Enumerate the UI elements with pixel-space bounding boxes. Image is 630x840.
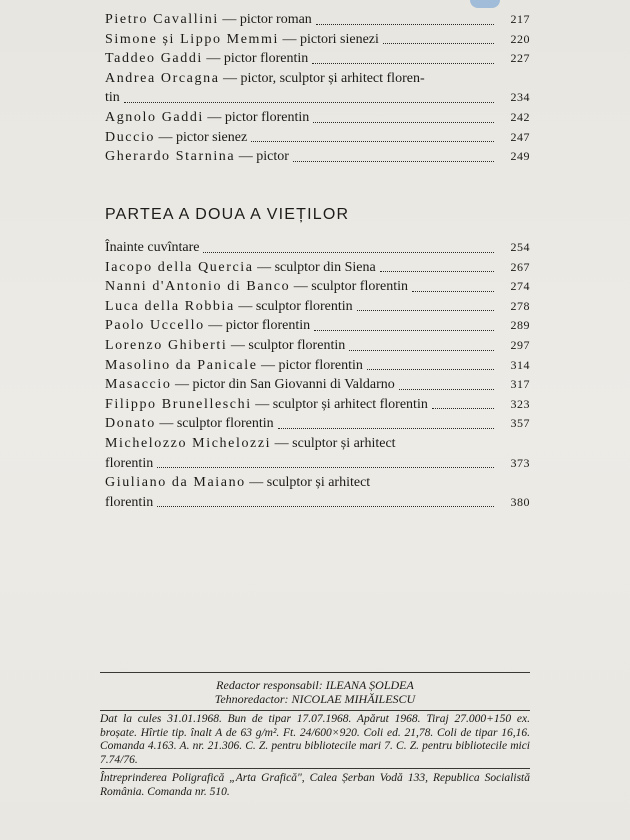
- toc-entry: Iacopo della Quercia — sculptor din Siena 267: [105, 258, 530, 278]
- dot-leader: [278, 426, 494, 429]
- toc-entry: Donato — sculptor florentin 357: [105, 414, 530, 434]
- entry-page-number: 242: [510, 109, 530, 124]
- entry-description: pictor roman: [239, 12, 312, 27]
- entry-page-number: 380: [510, 494, 530, 509]
- entry-description: pictor florentin: [224, 109, 310, 125]
- entry-name: Gherardo Starnina: [105, 149, 236, 165]
- section-title: PARTEA A DOUA A VIEȚILOR: [105, 206, 350, 223]
- dot-leader: [251, 139, 494, 142]
- entry-description: sculptor și arhitect: [292, 435, 396, 451]
- toc-entry: Michelozzo Michelozzi — sculptor și arhitect: [105, 435, 396, 451]
- dot-leader: [357, 308, 494, 311]
- entry-name: Simone și Lippo Memmi: [105, 31, 279, 47]
- toc-entry: Duccio — pictor sienez 247: [105, 128, 530, 148]
- editor-credit: Redactor responsabil: ILEANA ȘOLDEA: [216, 678, 414, 692]
- entry-page-number: 249: [510, 149, 530, 164]
- toc-entry: Filippo Brunelleschi — sculptor și arhitect florentin 323: [105, 395, 530, 415]
- entry-page-number: 357: [510, 416, 530, 431]
- toc-entry: Lorenzo Ghiberti — sculptor florentin 297: [105, 336, 530, 356]
- entry-description: Înainte cuvîntare: [105, 240, 200, 255]
- toc-entry: [105, 454, 530, 474]
- dot-leader: [349, 348, 494, 351]
- entry-name: Taddeo Gaddi: [105, 51, 203, 67]
- dot-leader: [203, 250, 494, 253]
- entry-name: Duccio: [105, 129, 156, 145]
- dot-leader: [380, 269, 494, 272]
- entry-name: Andrea Orcagna: [105, 70, 220, 86]
- toc-entry: Nanni d'Antonio di Banco — sculptor florentin 274: [105, 277, 530, 297]
- entry-name: Agnolo Gaddi: [105, 109, 204, 125]
- rule-bottom: [100, 768, 530, 769]
- entry-description: florentin: [105, 455, 154, 471]
- entry-page-number: 278: [510, 298, 530, 313]
- entry-name: Pietro Cavallini: [105, 12, 219, 27]
- rule-top: [100, 672, 530, 673]
- toc-entry: [105, 88, 530, 108]
- toc-entry: Andrea Orcagna — pictor, sculptor și arhitect floren-: [105, 70, 425, 86]
- entry-name: Donato: [105, 416, 156, 432]
- entry-name: Iacopo della Quercia: [105, 259, 254, 275]
- entry-description: sculptor florentin: [176, 416, 274, 432]
- entry-page-number: 317: [510, 377, 530, 392]
- entry-description: pictor florentin: [225, 318, 311, 334]
- entry-page-number: 314: [510, 357, 530, 372]
- dot-leader: [383, 41, 494, 44]
- entry-page-number: 323: [510, 396, 530, 411]
- entry-name: Nanni d'Antonio di Banco: [105, 279, 291, 295]
- entry-page-number: 227: [510, 51, 530, 66]
- dot-leader: [314, 328, 494, 331]
- dot-leader: [316, 22, 494, 25]
- entry-description: florentin: [105, 494, 154, 510]
- entry-page-number: 234: [510, 90, 530, 105]
- print-data: Dat la cules 31.01.1968. Bun de tipar 17.07.1968. Apărut 1968. Tiraj 27.000+150 ex. broșate. Hîrtie tip. înalt A de 63 g/m². Ft. 24/600×920. Coli ed. 21,78. Coli de tipar 16,16. Comanda 4.163. A. nr. 21.306. C. Z. pentru bibliotecile mari 7. C. Z. pentru bibliotecile mici 7.74/76.: [100, 713, 530, 766]
- entry-page-number: 297: [510, 337, 530, 352]
- entry-name: Filippo Brunelleschi: [105, 396, 252, 412]
- toc-entry: Pietro Cavallini — pictor roman 217: [105, 10, 530, 30]
- dot-leader: [157, 465, 494, 468]
- toc-entry: Simone și Lippo Memmi — pictori sienezi 220: [105, 30, 530, 50]
- entry-name: Luca della Robbia: [105, 298, 235, 314]
- entry-description: pictor din San Giovanni di Valdarno: [192, 377, 395, 393]
- entry-description: tin: [105, 90, 120, 106]
- dot-leader: [432, 406, 494, 409]
- toc-entry: Luca della Robbia — sculptor florentin 278: [105, 297, 530, 317]
- rule-middle: [100, 710, 530, 711]
- dot-leader: [157, 504, 494, 507]
- imprint-credits: [100, 678, 530, 706]
- dot-leader: [124, 100, 494, 103]
- dot-leader: [313, 120, 494, 123]
- entry-description: sculptor florentin: [311, 279, 408, 295]
- entry-page-number: 217: [510, 12, 530, 26]
- entry-name: Giuliano da Maiano: [105, 475, 246, 491]
- entry-page-number: 274: [510, 279, 530, 294]
- entry-description: pictor sienez: [176, 129, 248, 145]
- entry-page-number: 247: [510, 129, 530, 144]
- dot-leader: [399, 387, 494, 390]
- entry-name: Masaccio: [105, 377, 172, 393]
- entry-description: pictor: [256, 149, 289, 165]
- toc-entry: Masolino da Panicale — pictor florentin 314: [105, 356, 530, 376]
- entry-page-number: 373: [510, 455, 530, 470]
- toc-part-one: [0, 10, 630, 167]
- entry-name: Paolo Uccello: [105, 318, 205, 334]
- tech-editor-credit: Tehnoredactor: NICOLAE MIHĂILESCU: [214, 692, 416, 706]
- toc-entry: Giuliano da Maiano — sculptor și arhitect: [105, 475, 371, 491]
- entry-name: Michelozzo Michelozzi: [105, 435, 272, 451]
- entry-description: sculptor și arhitect: [266, 475, 371, 491]
- entry-page-number: 289: [510, 318, 530, 333]
- toc-part-two: [0, 238, 630, 512]
- entry-page-number: 254: [510, 240, 530, 254]
- entry-description: pictor florentin: [278, 357, 363, 373]
- entry-description: pictor florentin: [223, 51, 309, 67]
- dot-leader: [412, 289, 494, 292]
- entry-name: Masolino da Panicale: [105, 357, 258, 373]
- dot-leader: [367, 367, 494, 370]
- entry-description: sculptor și arhitect florentin: [272, 396, 428, 412]
- entry-page-number: 220: [510, 31, 530, 46]
- entry-description: pictori sienezi: [300, 31, 379, 47]
- toc-entry: Gherardo Starnina — pictor 249: [105, 147, 530, 167]
- toc-entry: Agnolo Gaddi — pictor florentin 242: [105, 108, 530, 128]
- dot-leader: [293, 159, 494, 162]
- entry-page-number: 267: [510, 259, 530, 274]
- entry-description: sculptor din Siena: [274, 259, 376, 275]
- blue-bookmark-tab: [470, 0, 500, 8]
- toc-entry: [105, 238, 530, 258]
- entry-description: sculptor florentin: [248, 337, 346, 353]
- entry-name: Lorenzo Ghiberti: [105, 337, 228, 353]
- entry-description: pictor, sculptor și arhitect floren-: [240, 70, 425, 86]
- printer-info: Întreprinderea Poligrafică „Arta Grafică", Calea Șerban Vodă 133, Republica Socialistă România. Comanda nr. 510.: [100, 772, 530, 798]
- toc-entry: [105, 493, 530, 513]
- entry-description: sculptor florentin: [255, 298, 353, 314]
- toc-entry: Paolo Uccello — pictor florentin 289: [105, 316, 530, 336]
- toc-entry: Masaccio — pictor din San Giovanni di Valdarno 317: [105, 375, 530, 395]
- dot-leader: [312, 61, 494, 64]
- toc-entry: Taddeo Gaddi — pictor florentin 227: [105, 49, 530, 69]
